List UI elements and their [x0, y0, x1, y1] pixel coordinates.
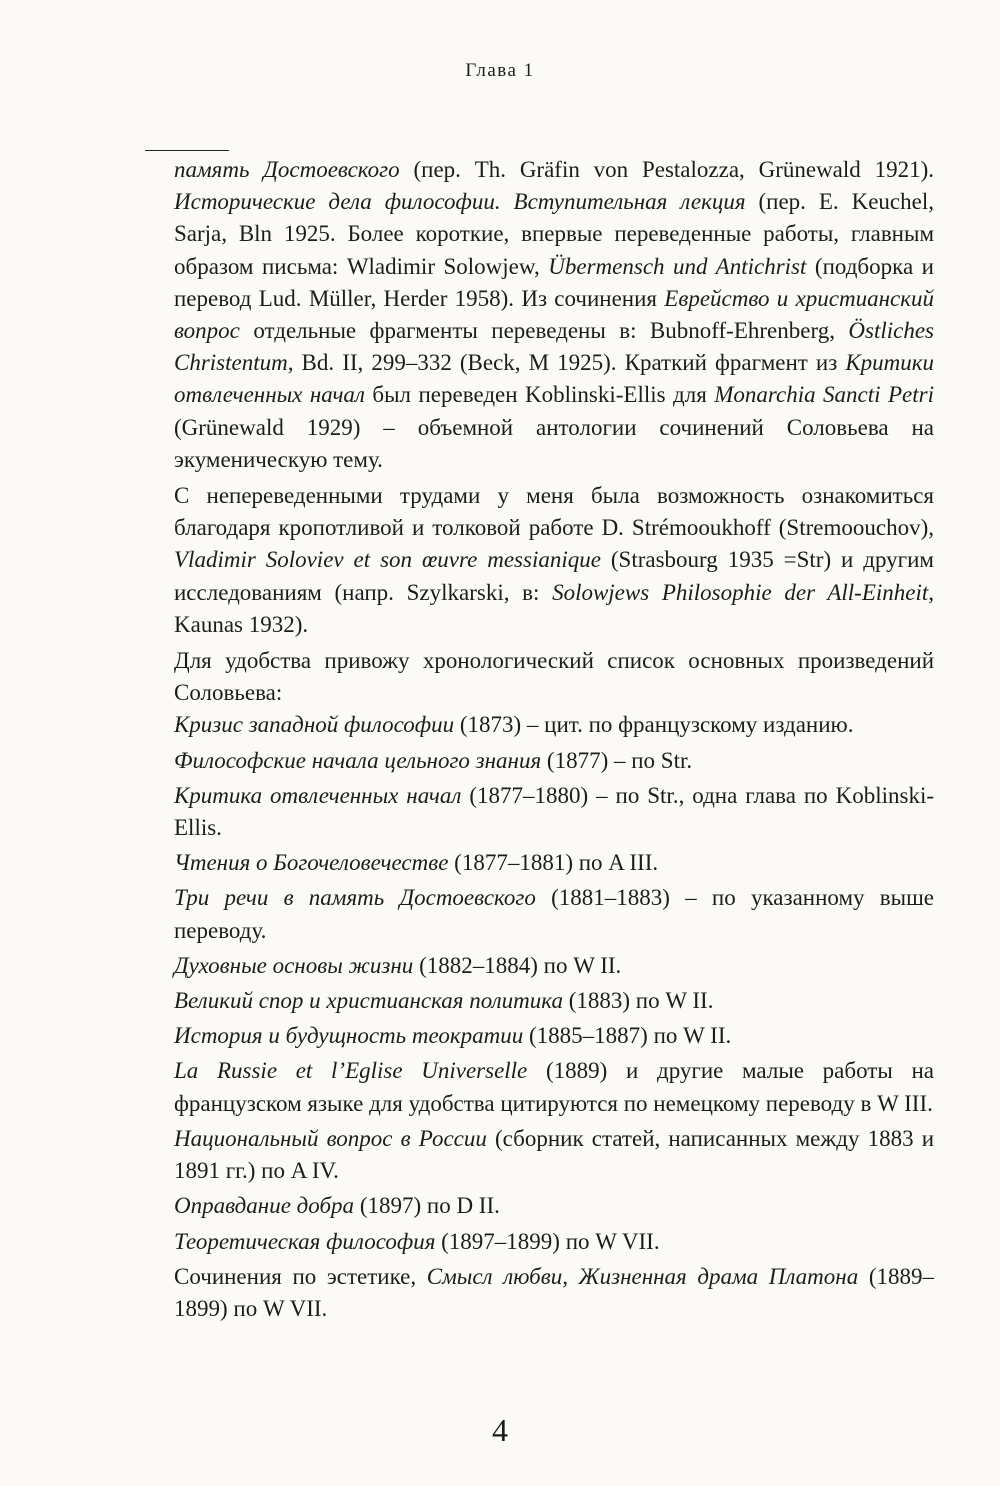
work-entry: Критика отвлеченных начал (1877–1880) – по Str., одна глава по Koblinski-Ellis. [174, 782, 934, 841]
aesthetics-entry: Сочинения по эстетике, Смысл любви, Жизненная драма Платона (1889–1899) по W VII. [174, 1263, 934, 1321]
work-entry: Чтения о Богочеловечестве (1877–1881) по A III. [174, 850, 659, 876]
running-head: Глава 1 [465, 60, 535, 81]
page-body [174, 154, 934, 1325]
list-intro: Для удобства привожу хронологический список основных произведений Соловьева: [174, 648, 934, 706]
work-entry: Философские начала цельного знания (1877) – по Str. [174, 747, 693, 773]
work-entry: Три речи в память Достоевского (1881–1883) – по указанному выше переводу. [174, 885, 935, 943]
work-entry: Теоретическая философия (1897–1899) по W VII. [174, 1228, 660, 1254]
footnote-rule [145, 150, 229, 151]
work-entry: Великий спор и христианская политика (1883) по W II. [174, 988, 714, 1014]
page-number: 4 [492, 1412, 508, 1448]
work-entry: La Russie et l’Eglise Universelle (1889) и другие малые работы на французском языке для удобства цитируются по немецкому переводу в W III. [174, 1058, 934, 1116]
work-entry: Кризис западной философии (1873) – цит. по французскому изданию. [174, 712, 854, 738]
untranslated-works-paragraph: С непереведенными трудами у меня была возможность ознакомиться благодаря кропотливой и толковой работе D. Strémooukhoff (Stremoouchov), Vladimir Soloviev et son œuvre messianique (Strasbourg 1935 =Str) и другим исследованиям (напр. Szylkarski, в: Solowjews Philosophie der All-Einheit, Kaunas 1932). [174, 483, 934, 637]
work-entry: История и будущность теократии (1885–1887) по W II. [174, 1023, 732, 1049]
footnote-continuation: память Достоевского (пер. Th. Gräfin von Pestalozza, Grünewald 1921). Исторические дела философии. Вступительная лекция (пер. E. Keuchel, Sarja, Bln 1925. Более короткие, впервые переведенные работы, главным образом письма: Wladimir Solowjew, Übermensch und Antichrist (подборка и перевод Lud. Müller, Herder 1958). Из сочинения Еврейство и христианский вопрос отдельные фрагменты переведены в: Bubnoff-Ehrenberg, Östliches Christentum, Bd. II, 299–332 (Beck, M 1925). Краткий фрагмент из Критики отвлеченных начал был переведен Koblinski-Ellis для Monarchia Sancti Petri (Grünewald 1929) – объемной антологии сочинений Соловьева на экуменическую тему. [174, 157, 934, 472]
work-entry: Оправдание добра (1897) по D II. [174, 1193, 500, 1219]
work-entry: Национальный вопрос в России (сборник статей, написанных между 1883 и 1891 гг.) по A IV. [174, 1125, 934, 1184]
work-entry: Духовные основы жизни (1882–1884) по W II. [174, 952, 622, 978]
